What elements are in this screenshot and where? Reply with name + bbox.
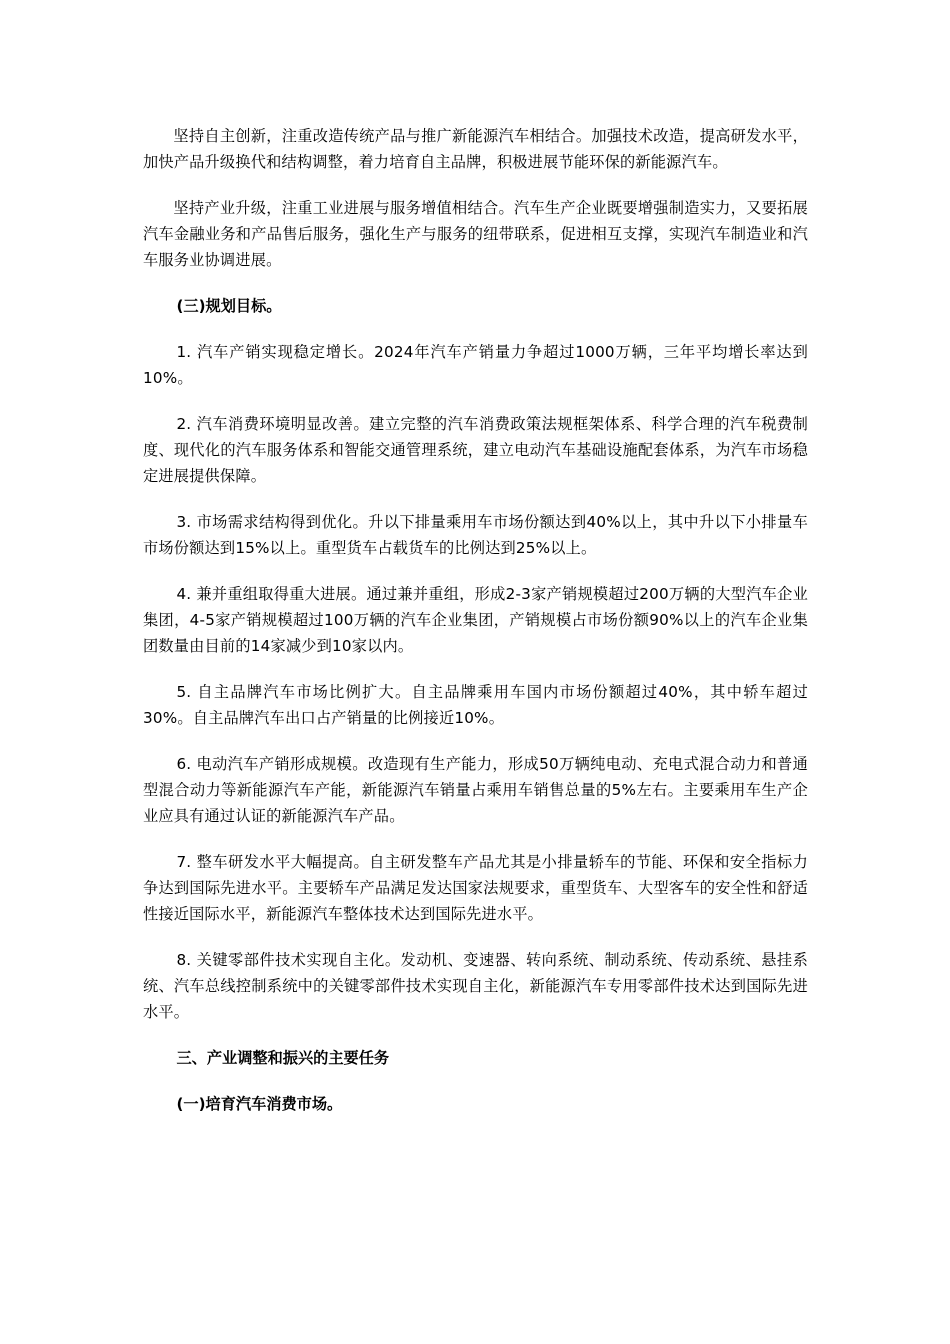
section-heading-consumer-market: (一)培育汽车消费市场。 (176, 1095, 343, 1113)
chapter-heading-main-tasks: 三、产业调整和振兴的主要任务 (176, 1049, 390, 1067)
goal-item-2: 2. 汽车消费环境明显改善。建立完整的汽车消费政策法规框架体系、科学合理的汽车税费制度、现代化的汽车服务体系和智能交通管理系统，建立电动汽车基础设施配套体系，为汽车市场稳定进展提供保障。 (143, 415, 808, 485)
goal-item-1: 1. 汽车产销实现稳定增长。2024年汽车产销量力争超过1000万辆，三年平均增长率达到10%。 (143, 343, 808, 387)
document-page (143, 123, 808, 1137)
paragraph-industry-upgrade: 坚持产业升级，注重工业进展与服务增值相结合。汽车生产企业既要增强制造实力，又要拓展汽车金融业务和产品售后服务，强化生产与服务的纽带联系，促进相互支撑，实现汽车制造业和汽车服务业协调进展。 (143, 199, 808, 269)
goal-item-5: 5. 自主品牌汽车市场比例扩大。自主品牌乘用车国内市场份额超过40%，其中轿车超过30%。自主品牌汽车出口占产销量的比例接近10%。 (143, 683, 808, 727)
goal-item-7: 7. 整车研发水平大幅提高。自主研发整车产品尤其是小排量轿车的节能、环保和安全指标力争达到国际先进水平。主要轿车产品满足发达国家法规要求，重型货车、大型客车的安全性和舒适性接近国际水平，新能源汽车整体技术达到国际先进水平。 (143, 853, 808, 923)
goal-item-8: 8. 关键零部件技术实现自主化。发动机、变速器、转向系统、制动系统、传动系统、悬挂系统、汽车总线控制系统中的关键零部件技术实现自主化，新能源汽车专用零部件技术达到国际先进水平。 (143, 951, 808, 1021)
section-heading-planning-goals: (三)规划目标。 (176, 297, 282, 315)
goal-item-6: 6. 电动汽车产销形成规模。改造现有生产能力，形成50万辆纯电动、充电式混合动力和普通型混合动力等新能源汽车产能，新能源汽车销量占乘用车销售总量的5%左右。主要乘用车生产企业应具有通过认证的新能源汽车产品。 (143, 755, 808, 825)
goal-item-4: 4. 兼并重组取得重大进展。通过兼并重组，形成2-3家产销规模超过200万辆的大型汽车企业集团，4-5家产销规模超过100万辆的汽车企业集团，产销规模占市场份额90%以上的汽车企业集团数量由目前的14家减少到10家以内。 (143, 585, 808, 655)
paragraph-innovation: 坚持自主创新，注重改造传统产品与推广新能源汽车相结合。加强技术改造，提高研发水平，加快产品升级换代和结构调整，着力培育自主品牌，积极进展节能环保的新能源汽车。 (143, 127, 808, 171)
goal-item-3: 3. 市场需求结构得到优化。升以下排量乘用车市场份额达到40%以上，其中升以下小排量车市场份额达到15%以上。重型货车占载货车的比例达到25%以上。 (143, 513, 808, 557)
